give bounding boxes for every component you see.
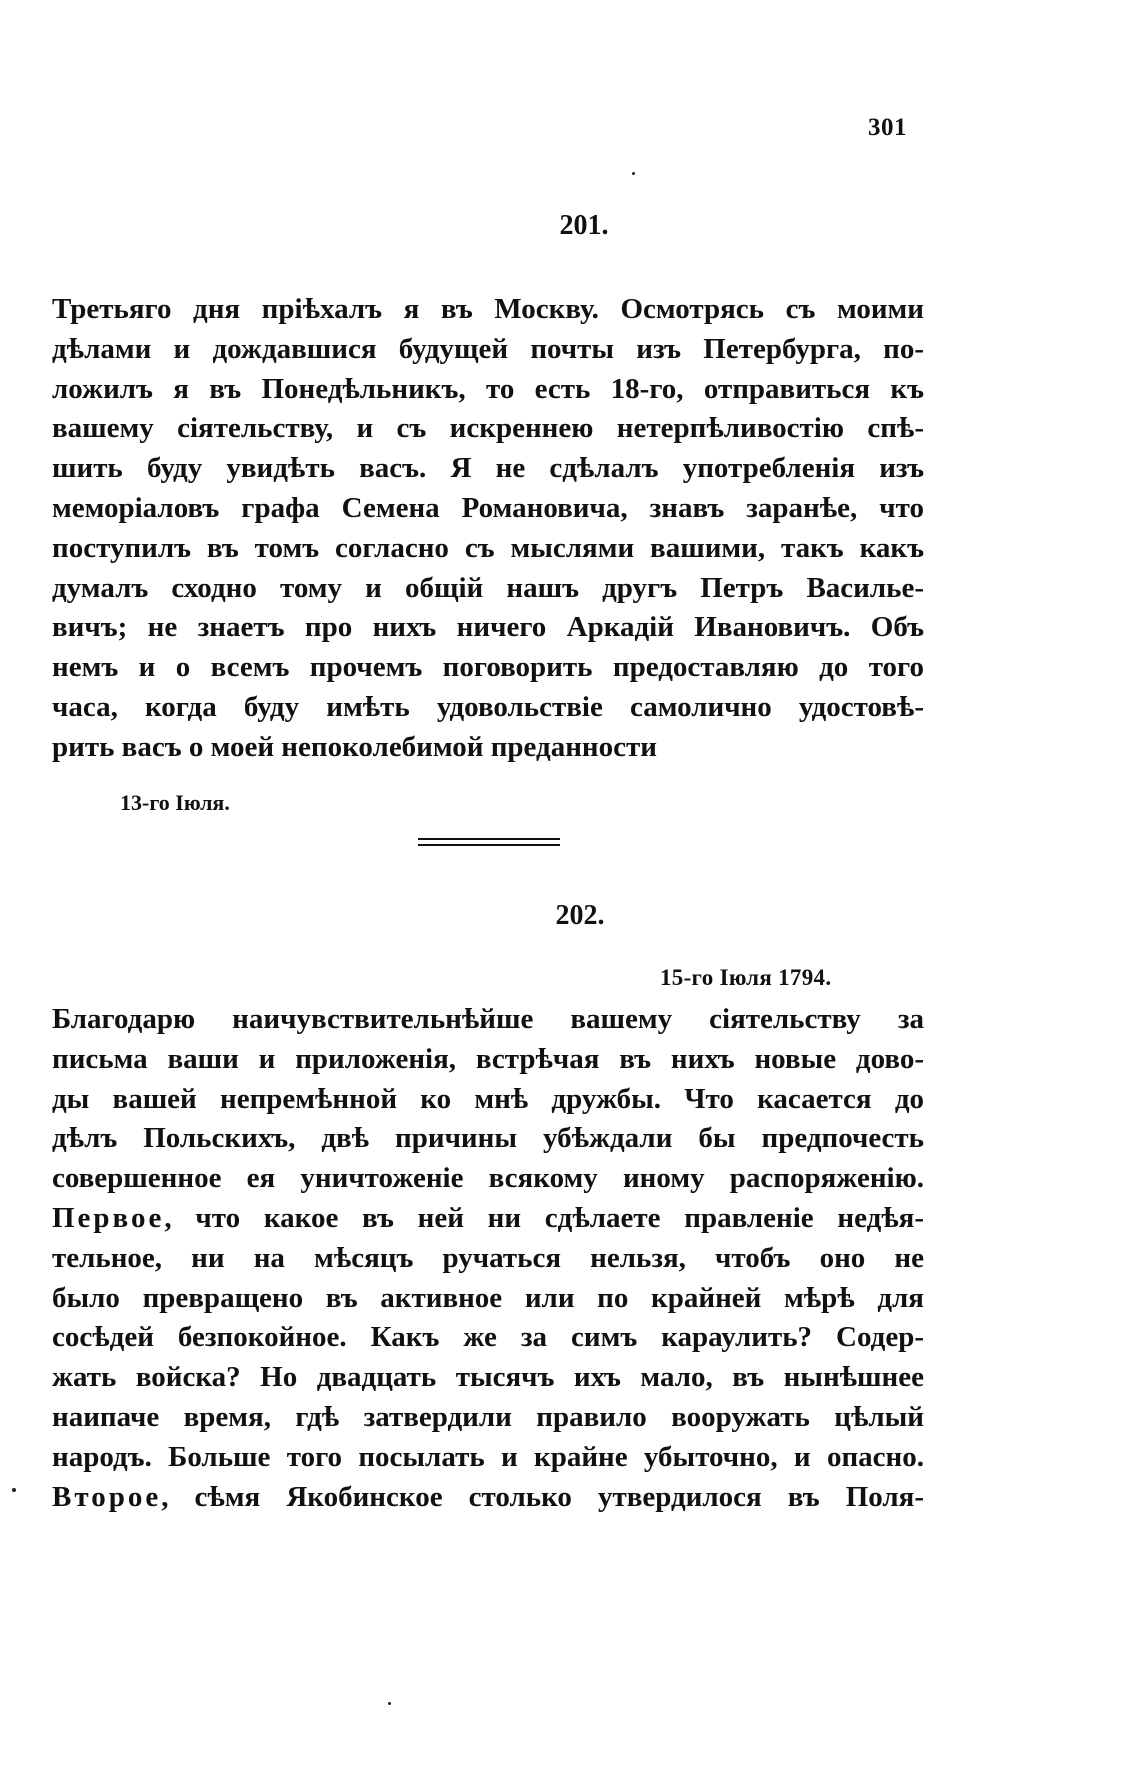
text-line: сосѣдей безпокойное. Какъ же за симъ караулить? Содер-: [52, 1321, 924, 1354]
text-line: дѣлами и дождавшися будущей почты изъ Петербурга, по-: [52, 332, 924, 365]
text-line: дѣлъ Польскихъ, двѣ причины убѣждали бы предпочесть: [52, 1122, 924, 1155]
text-line: шить буду увидѣть васъ. Я не сдѣлалъ употребленія изъ: [52, 452, 924, 485]
section-divider-top: [418, 838, 560, 840]
emphasized-word: Второе: [52, 1480, 162, 1513]
letter-201-date: 13-го Іюля.: [120, 790, 230, 815]
letter-201-text: [52, 290, 924, 768]
text-line: вичъ; не знаетъ про нихъ ничего Аркадій Ивановичъ. Объ: [52, 611, 924, 644]
text-line: часа, когда буду имѣть удовольствіе самолично удостовѣ-: [52, 690, 924, 723]
text-line: было превращено въ активное или по крайней мѣрѣ для: [52, 1281, 924, 1314]
text-line: Благодарю наичувствительнѣйше вашему сіятельству за: [52, 1003, 924, 1035]
text-line: письма ваши и приложенія, встрѣчая въ нихъ новые дово-: [52, 1042, 924, 1075]
text-line-with-emphasis: [52, 1478, 924, 1518]
print-speck: [632, 172, 635, 175]
text-line: ложилъ я въ Понедѣльникъ, то есть 18-го, отправиться къ: [52, 372, 924, 405]
text-line: Третьяго дня пріѣхалъ я въ Москву. Осмотрясь съ моими: [52, 293, 924, 325]
print-speck: [12, 1488, 16, 1492]
text-line: народъ. Больше того посылать и крайне убыточно, и опасно.: [52, 1440, 924, 1473]
text-line: ды вашей непремѣнной ко мнѣ дружбы. Что касается до: [52, 1082, 924, 1115]
letter-number-201: 201.: [559, 210, 609, 241]
text-line: поступилъ въ томъ согласно съ мыслями вашими, такъ какъ: [52, 531, 924, 564]
text-line: совершенное ея уничтоженіе всякому иному распоряженію.: [52, 1162, 924, 1195]
letter-number-202: 202.: [555, 900, 605, 931]
text-line: немъ и о всемъ прочемъ поговорить предоставляю до того: [52, 651, 924, 684]
text-line: рить васъ о моей непоколебимой преданности: [52, 730, 657, 763]
text-line: меморіаловъ графа Семена Романовича, знавъ заранѣе, что: [52, 491, 924, 524]
print-speck: [388, 1702, 391, 1705]
section-divider-bottom: [418, 844, 560, 846]
letter-202-text: [52, 1000, 924, 1517]
letter-202-date: 15-го Іюля 1794.: [660, 965, 832, 990]
line-remainder: , что какое въ ней ни сдѣлаете правленіе недѣя-: [164, 1201, 924, 1234]
text-line: тельное, ни на мѣсяцъ ручаться нельзя, чтобъ оно не: [52, 1241, 924, 1274]
emphasized-word: Первое: [52, 1201, 165, 1234]
text-line: думалъ сходно тому и общій нашъ другъ Петръ Василье-: [52, 571, 924, 604]
line-remainder: , сѣмя Якобинское столько утвердилося въ Поля-: [161, 1480, 924, 1513]
text-line-with-emphasis: [52, 1199, 924, 1239]
text-line: наипаче время, гдѣ затвердили правило вооружать цѣлый: [52, 1400, 924, 1433]
text-line: вашему сіятельству, и съ искреннею нетерпѣливостію спѣ-: [52, 412, 924, 445]
text-line: жать войска? Но двадцать тысячъ ихъ мало, въ нынѣшнее: [52, 1361, 924, 1394]
page-number: 301: [868, 114, 907, 141]
